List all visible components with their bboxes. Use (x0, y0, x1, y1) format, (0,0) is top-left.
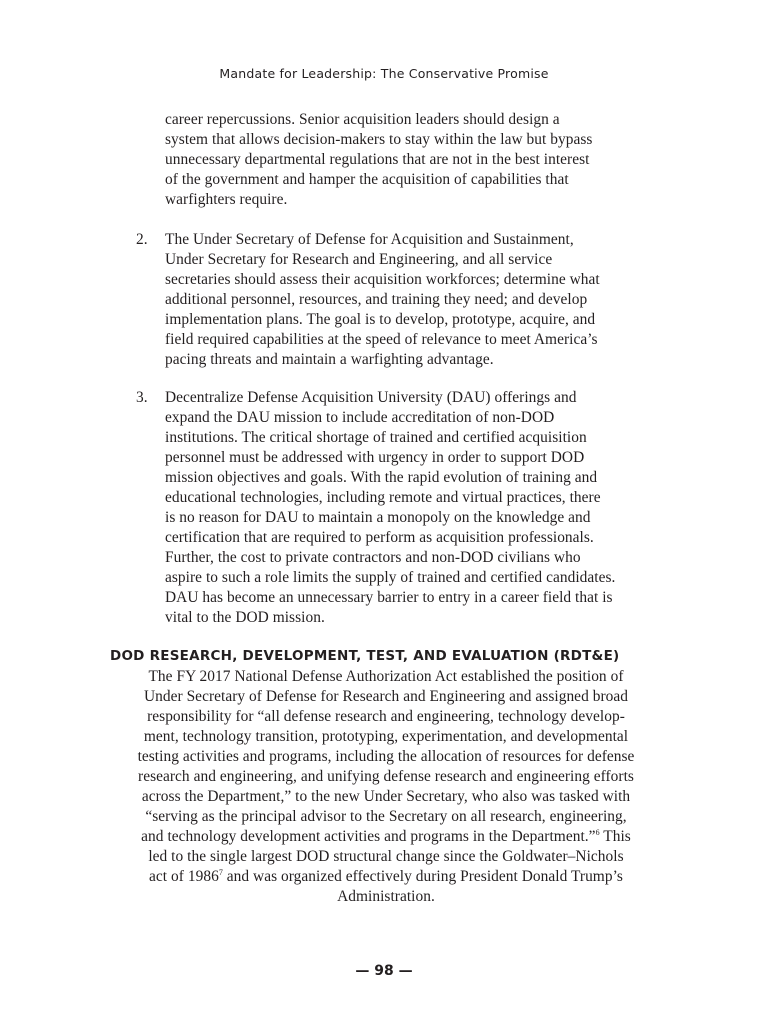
paragraph-line: Under Secretary for Research and Engineering, and all service (165, 251, 553, 268)
paragraph-line: responsibility for “all defense research and engineering, technology develop- (147, 708, 625, 725)
paragraph-line: Administration. (337, 888, 435, 905)
paragraph-line: testing activities and programs, including the allocation of resources for defense (137, 748, 635, 765)
paragraph-line: of the government and hamper the acquisition of capabilities that (165, 171, 569, 188)
list-item-number: 2. (136, 231, 148, 248)
paragraph-line: pacing threats and maintain a warfighting advantage. (165, 351, 494, 368)
paragraph-line: educational technologies, including remote and virtual practices, there (165, 489, 601, 506)
list-item-text (165, 230, 665, 370)
paragraph-line: system that allows decision-makers to stay within the law but bypass (165, 131, 593, 148)
paragraph-line: warfighters require. (165, 191, 288, 208)
footnote-marker[interactable]: 6 (595, 827, 600, 837)
paragraph-line: mission objectives and goals. With the rapid evolution of training and (165, 469, 598, 486)
paragraph-line: field required capabilities at the speed of relevance to meet America’s (165, 331, 598, 348)
paragraph-line: implementation plans. The goal is to develop, prototype, acquire, and (165, 311, 596, 328)
paragraph-line (104, 827, 668, 847)
line-text: This (599, 828, 631, 845)
paragraph-line: “serving as the principal advisor to the Secretary on all research, engineering, (145, 808, 627, 825)
running-header: Mandate for Leadership: The Conservative Promise (219, 66, 549, 81)
paragraph-line: The Under Secretary of Defense for Acquisition and Sustainment, (165, 231, 574, 248)
paragraph-line: DAU has become an unnecessary barrier to entry in a career field that is (165, 589, 613, 606)
continued-paragraph (165, 110, 665, 210)
paragraph-line: led to the single largest DOD structural change since the Goldwater–Nichols (148, 848, 624, 865)
list-item-text (165, 388, 665, 628)
paragraph-line: additional personnel, resources, and training they need; and develop (165, 291, 588, 308)
footnote-marker[interactable]: 7 (218, 867, 223, 877)
section-heading: DOD RESEARCH, DEVELOPMENT, TEST, AND EVALUATION (RDT&E) (110, 648, 620, 664)
paragraph-line: Under Secretary of Defense for Research and Engineering and assigned broad (143, 688, 629, 705)
paragraph-line: career repercussions. Senior acquisition leaders should design a (165, 111, 560, 128)
paragraph-line: unnecessary departmental regulations that are not in the best interest (165, 151, 590, 168)
paragraph-line: Further, the cost to private contractors and non-DOD civilians who (165, 549, 581, 566)
section-paragraph (104, 667, 668, 907)
paragraph-line: Decentralize Defense Acquisition University (DAU) offerings and (165, 389, 577, 406)
paragraph-line: aspire to such a role limits the supply of trained and certified candidates. (165, 569, 616, 586)
paragraph-line: The FY 2017 National Defense Authorization Act established the position of (148, 668, 624, 685)
paragraph-line: expand the DAU mission to include accreditation of non-DOD (165, 409, 555, 426)
paragraph-line: is no reason for DAU to maintain a monopoly on the knowledge and (165, 509, 591, 526)
paragraph-line: certification that are required to perform as acquisition professionals. (165, 529, 594, 546)
page-number: — 98 — (355, 963, 413, 979)
list-item-number: 3. (136, 389, 148, 406)
line-text: and was organized effectively during President Donald Trump’s (222, 868, 623, 885)
line-text: act of 1986 (149, 868, 219, 885)
paragraph-line: institutions. The critical shortage of trained and certified acquisition (165, 429, 587, 446)
paragraph-line (104, 867, 668, 887)
paragraph-line: secretaries should assess their acquisition workforces; determine what (165, 271, 600, 288)
paragraph-line: personnel must be addressed with urgency in order to support DOD (165, 449, 585, 466)
line-text: and technology development activities and programs in the Department.” (141, 828, 596, 845)
paragraph-line: across the Department,” to the new Under Secretary, who also was tasked with (141, 788, 631, 805)
paragraph-line: ment, technology transition, prototyping, experimentation, and developmental (143, 728, 629, 745)
paragraph-line: research and engineering, and unifying defense research and engineering efforts (138, 768, 634, 785)
paragraph-line: vital to the DOD mission. (165, 609, 325, 626)
